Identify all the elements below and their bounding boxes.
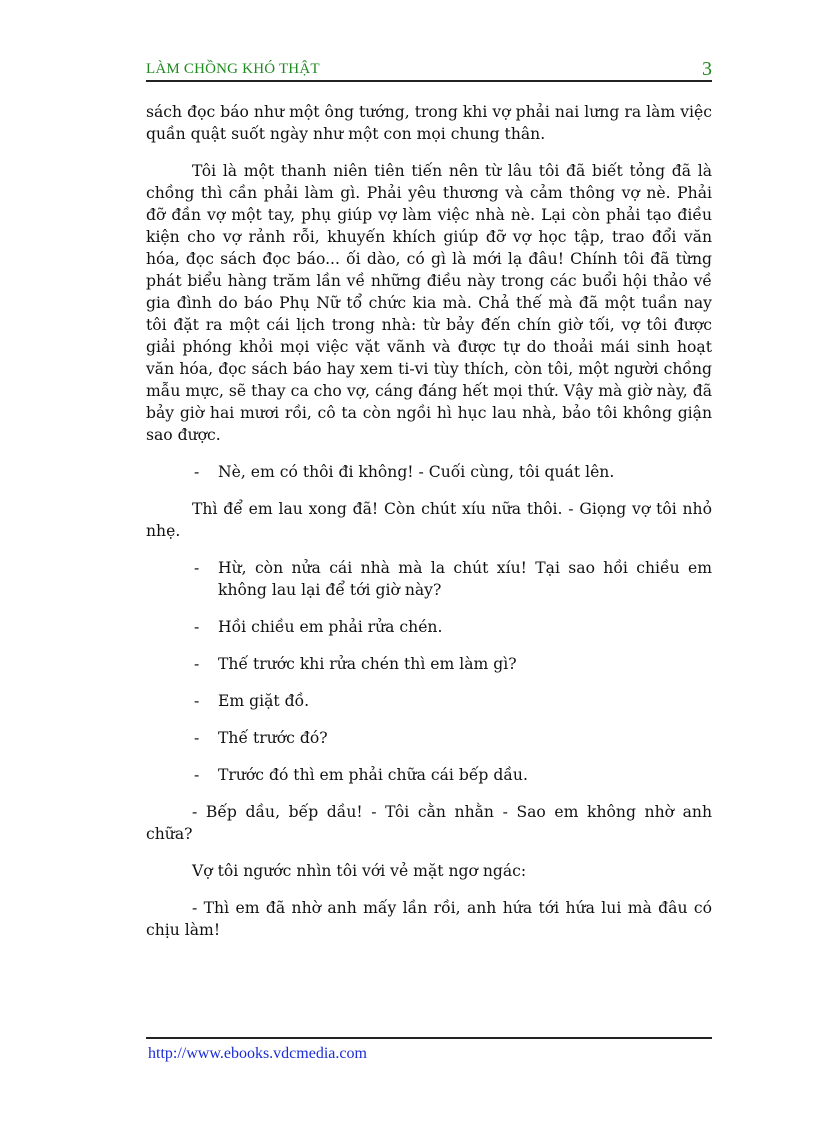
paragraph: Tôi là một thanh niên tiên tiến nên từ lâu tôi đã biết tỏng đã là chồng thì cần phải làm gì. Phải yêu thương và cảm thông vợ nè. Phải đỡ đần vợ một tay, phụ giúp vợ làm việc nhà nè. Lại còn phải tạo điều kiện cho vợ rảnh rỗi, khuyến khích giúp đỡ vợ học tập, trao đổi văn hóa, đọc sách đọc báo... ối dào, có gì là mới lạ đâu! Chính tôi đã từng phát biểu hàng trăm lần về những điều này trong các buổi hội thảo về gia đình do báo Phụ Nữ tổ chức kia mà. Chả thế mà đã một tuần nay tôi đặt ra một cái lịch trong nhà: từ bảy đến chín giờ tối, vợ tôi được giải phóng khỏi mọi việc vặt vãnh và được tự do thoải mái sinh hoạt văn hóa, đọc sách báo hay xem ti-vi tùy thích, còn tôi, một người chồng mẫu mực, sẽ thay ca cho vợ, cáng đáng hết mọi thứ. Vậy mà giờ này, đã bảy giờ hai mươi rồi, cô ta còn ngồi hì hục lau nhà, bảo tôi không giận sao được. — [146, 162, 712, 444]
dialogue-line — [146, 461, 712, 483]
dash-mark: - — [194, 729, 200, 747]
paragraph: - Thì em đã nhờ anh mấy lần rồi, anh hứa tới hứa lui mà đâu có chịu làm! — [146, 899, 712, 939]
dialogue-text: Thế trước khi rửa chén thì em làm gì? — [218, 655, 517, 673]
dialogue-text: Trước đó thì em phải chữa cái bếp dầu. — [218, 766, 528, 784]
dialogue-text: Nè, em có thôi đi không! - Cuối cùng, tôi quát lên. — [218, 463, 615, 481]
dash-mark: - — [194, 618, 200, 636]
dialogue-text: Hồi chiều em phải rửa chén. — [218, 618, 443, 636]
paragraph: sách đọc báo như một ông tướng, trong khi vợ phải nai lưng ra làm việc quần quật suốt ngày như một con mọi chung thân. — [146, 103, 712, 143]
dialogue-text: Em giặt đồ. — [218, 692, 310, 710]
dialogue-line — [146, 727, 712, 749]
dash-mark: - — [194, 463, 200, 481]
dialogue-line — [146, 764, 712, 786]
dialogue-text: Hừ, còn nửa cái nhà mà la chút xíu! Tại sao hồi chiều em không lau lại để tới giờ này? — [218, 559, 712, 599]
dash-mark: - — [194, 766, 200, 784]
page-header — [146, 58, 712, 82]
dialogue-text: Thế trước đó? — [218, 729, 328, 747]
page-number: 3 — [702, 58, 712, 80]
dialogue-line — [146, 616, 712, 638]
footer-link[interactable]: http://www.ebooks.vdcmedia.com — [148, 1045, 367, 1062]
dialogue-line — [146, 557, 712, 601]
dialogue-line — [146, 690, 712, 712]
paragraph: - Bếp dầu, bếp dầu! - Tôi cằn nhằn - Sao em không nhờ anh chữa? — [146, 803, 712, 843]
header-title: LÀM CHỒNG KHÓ THẬT — [146, 61, 320, 77]
body-text — [146, 101, 712, 956]
dash-mark: - — [194, 655, 200, 673]
dialogue-line — [146, 653, 712, 675]
paragraph: Thì để em lau xong đã! Còn chút xíu nữa thôi. - Giọng vợ tôi nhỏ nhẹ. — [146, 500, 712, 540]
footer-divider — [146, 1037, 712, 1039]
paragraph: Vợ tôi ngước nhìn tôi với vẻ mặt ngơ ngác: — [192, 862, 527, 880]
dash-mark: - — [194, 559, 200, 577]
dash-mark: - — [194, 692, 200, 710]
